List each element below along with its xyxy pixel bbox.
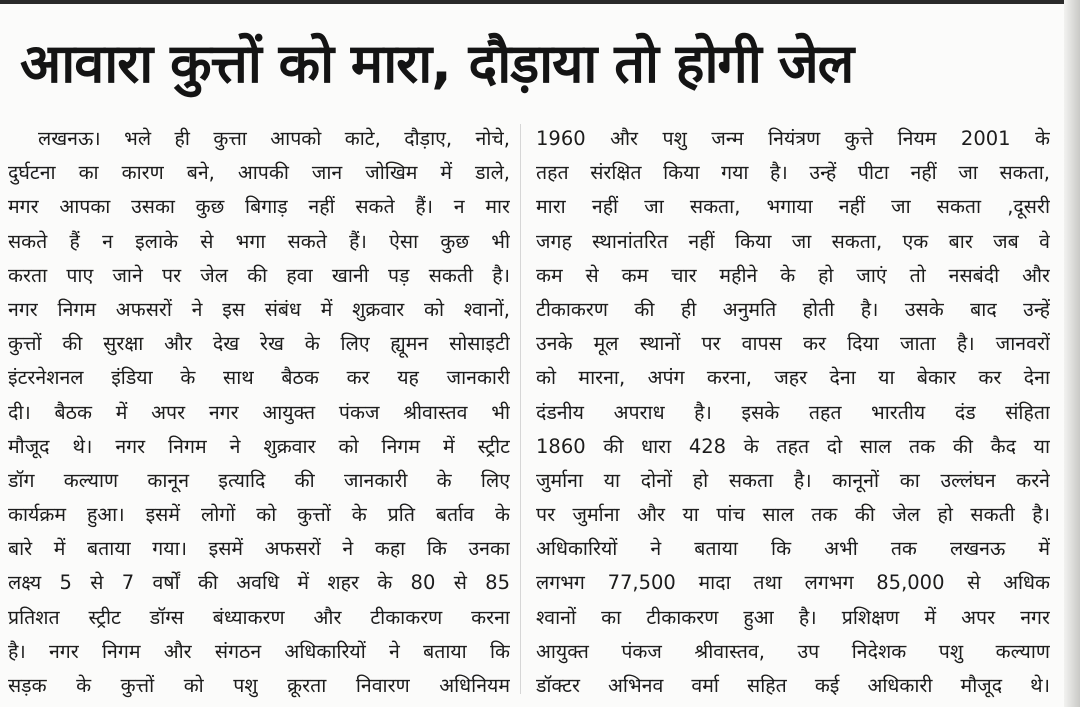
article-line: 1960 और पशु जन्म नियंत्रण कुत्ते नियम 2001 के [536, 127, 1050, 150]
headline: आवारा कुत्तों को मारा, दौड़ाया तो होगी जेल [20, 32, 854, 95]
article-line: लगभग 77,500 मादा तथा लगभग 85,000 से अधिक [536, 571, 1050, 595]
article-line: उनके मूल स्थानों पर वापस कर दिया जाता है। जानवरों [536, 332, 1050, 356]
article-line: मारा नहीं जा सकता, भगाया नहीं जा सकता ,दूसरी [536, 195, 1050, 219]
article-line: पर जुर्माना और या पांच साल तक की जेल हो सकती है। [536, 503, 1050, 527]
article-line: कार्यक्रम हुआ। इसमें लोगों को कुत्तों के प्रति बर्ताव के [8, 503, 510, 527]
top-edge [0, 0, 1080, 4]
article-line: दुर्घटना का कारण बने, आपकी जान जोखिम में डाले, [8, 161, 510, 185]
article-line: को मारना, अपंग करना, जहर देना या बेकार कर देना [536, 366, 1050, 390]
page-edge-shadow [1064, 0, 1080, 707]
article-line: करता पाए जाने पर जेल की हवा खानी पड़ सकती है। [8, 263, 510, 287]
article-line: नगर निगम अफसरों ने इस संबंध में शुक्रवार को श्वानों, [8, 297, 510, 321]
left-column [8, 122, 510, 703]
article-line: डॉग कल्याण कानून इत्यादि की जानकारी के लिए [8, 468, 510, 492]
article-line: मौजूद थे। नगर निगम ने शुक्रवार को निगम में स्ट्रीट [8, 434, 510, 458]
article-line: लखनऊ। भले ही कुत्ता आपको काटे, दौड़ाए, नोचे, [38, 127, 510, 150]
right-column [536, 122, 1050, 703]
article-line: डॉक्टर अभिनव वर्मा सहित कई अधिकारी मौजूद थे। [536, 674, 1050, 697]
article-line: जगह स्थानांतरित नहीं किया जा सकता, एक बार जब वे [536, 229, 1050, 253]
article-line: दंडनीय अपराध है। इसके तहत भारतीय दंड संहिता [536, 400, 1050, 424]
article-line: कुत्तों की सुरक्षा और देख रेख के लिए ह्यूमन सोसाइटी [8, 332, 510, 356]
article-line: तहत संरक्षित किया गया है। उन्हें पीटा नहीं जा सकता, [536, 161, 1050, 185]
article-line: है। नगर निगम और संगठन अधिकारियों ने बताया कि [8, 639, 510, 663]
article-line: मगर आपका उसका कुछ बिगाड़ नहीं सकते हैं। न मार [8, 195, 510, 219]
article-line: इंटरनेशनल इंडिया के साथ बैठक कर यह जानकारी [8, 366, 510, 390]
article-line: आयुक्त पंकज श्रीवास्तव, उप निदेशक पशु कल्याण [536, 639, 1050, 663]
article-line: जुर्माना या दोनों हो सकता है। कानूनों का उल्लंघन करने [536, 468, 1050, 492]
article-line: प्रतिशत स्ट्रीट डॉग्स बंध्याकरण और टीकाकरण करना [8, 605, 510, 629]
article-line: श्वानों का टीकाकरण हुआ है। प्रशिक्षण में अपर नगर [536, 605, 1050, 629]
article-line: बारे में बताया गया। इसमें अफसरों ने कहा कि उनका [8, 537, 510, 561]
article-line: लक्ष्य 5 से 7 वर्षों की अवधि में शहर के 80 से 85 [8, 571, 510, 595]
article-line: अधिकारियों ने बताया कि अभी तक लखनऊ में [536, 537, 1050, 561]
article-line: कम से कम चार महीने के हो जाएं तो नसबंदी और [536, 263, 1050, 287]
article-line: दी। बैठक में अपर नगर आयुक्त पंकज श्रीवास्तव भी [8, 400, 510, 424]
column-divider [520, 124, 521, 694]
article-line: सड़क के कुत्तों को पशु क्रूरता निवारण अधिनियम [8, 674, 510, 697]
article-line: 1860 की धारा 428 के तहत दो साल तक की कैद या [536, 434, 1050, 458]
article-line: टीकाकरण की ही अनुमति होती है। उसके बाद उन्हें [536, 297, 1050, 321]
article-line: सकते हैं न इलाके से भगा सकते हैं। ऐसा कुछ भी [8, 229, 510, 253]
